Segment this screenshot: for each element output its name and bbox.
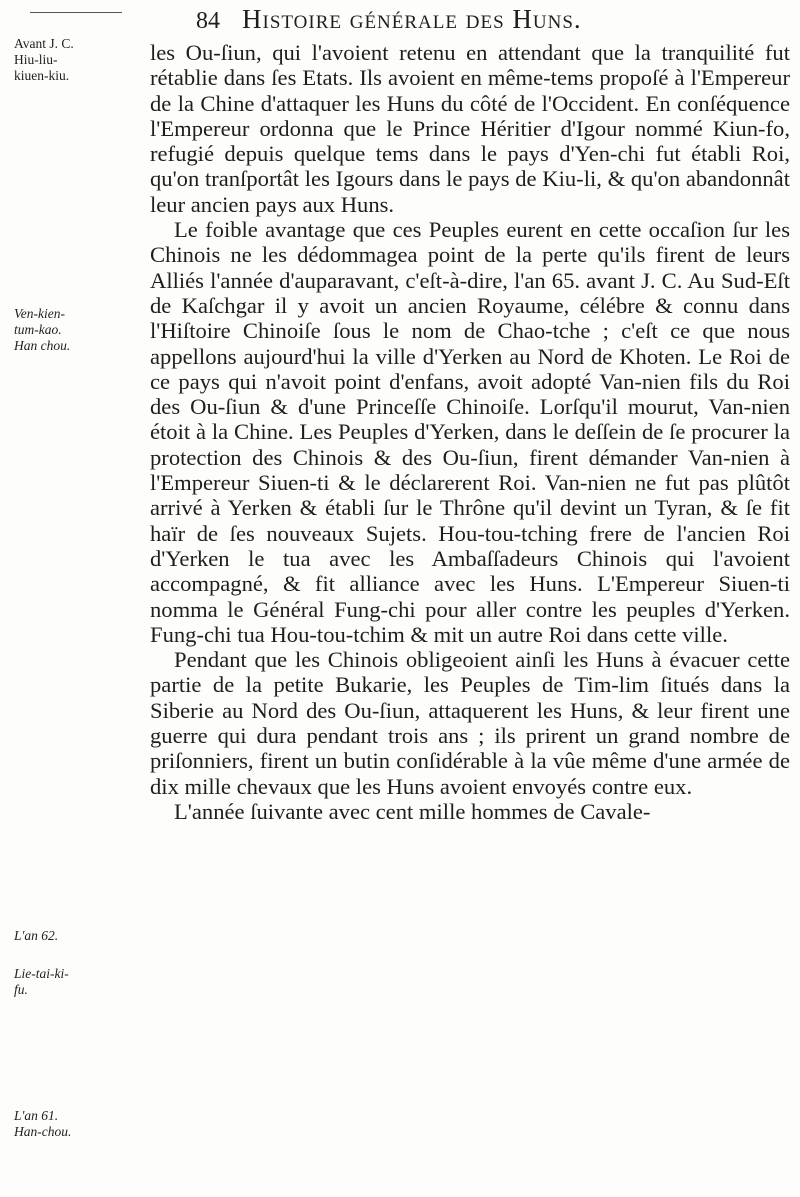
page-number: 84 [196, 8, 220, 34]
margin-note-year-62 [14, 928, 132, 998]
paragraph: les Ou-ſiun, qui l'avoient retenu en attendant que la tranquilité fut rétablie dans ſes Etats. Ils avoient en même-tems propoſé à l'Empereur de la Chine d'attaquer les Huns du côté de l'Occident. En conſéquence l'Empereur ordonna que le Prince Héritier d'Igour nommé Kiun-fo, refugié depuis quelque tems dans le pays d'Yen-chi fut établi Roi, qu'on tranſportât les Igours dans le pays de Kiu-li, & qu'on abandonnât leur ancien pays aux Huns. [150, 40, 790, 217]
page-header [196, 4, 582, 38]
paragraph: L'année ſuivante avec cent mille hommes de Cavale- [174, 798, 651, 824]
margin-note-source [14, 306, 132, 354]
margin-note-line: tum-kao. [14, 322, 62, 337]
margin-note-line: Han chou. [14, 338, 71, 353]
margin-note-line: Han-chou. [14, 1124, 72, 1139]
margin-note-line: Avant J. C. [14, 36, 74, 51]
margin-note-line: Lie-tai-ki- [14, 966, 69, 981]
body-text [150, 40, 790, 824]
margin-note-line: kiuen-kiu. [14, 68, 70, 83]
paragraph: Pendant que les Chinois obligeoient ainſi les Huns à évacuer cette partie de la petite Bukarie, les Peuples de Tim-lim ſitués dans la Siberie au Nord des Ou-ſiun, attaquerent les Huns, & leur firent une guerre qui dura pendant trois ans ; ils prirent un grand nombre de priſonniers, firent un butin conſidérable à la vûe même d'une armée de dix mille chevaux que les Huns avoient envoyés contre eux. [150, 647, 790, 799]
margin-note-line: Hiu-liu- [14, 52, 58, 67]
margin-rule [30, 12, 122, 13]
margin-note-line: fu. [14, 982, 28, 997]
margin-note-date [14, 36, 132, 84]
margin-note-year-61 [14, 1108, 132, 1140]
margin-note-line: L'an 62. [14, 928, 59, 943]
margin-note-line: Ven-kien- [14, 306, 65, 321]
margin-note-line: L'an 61. [14, 1108, 59, 1123]
running-title: Histoire générale des Huns. [242, 4, 582, 34]
paragraph: Le foible avantage que ces Peuples eurent en cette occaſion ſur les Chinois ne les dédommagea point de la perte qu'ils firent de leurs Alliés l'année d'auparavant, c'eſt-à-dire, l'an 65. avant J. C. Au Sud-Eſt de Kaſchgar il y avoit un ancien Royaume, célébre & connu dans l'Hiſtoire Chinoiſe ſous le nom de Chao-tche ; c'eſt ce que nous appellons aujourd'hui la ville d'Yerken au Nord de Khoten. Le Roi de ce pays qui n'avoit point d'enfans, avoit adopté Van-nien fils du Roi des Ou-ſiun & d'une Princeſſe Chinoiſe. Lorſqu'il mourut, Van-nien étoit à la Chine. Les Peuples d'Yerken, dans le deſſein de ſe procurer la protection des Chinois & des Ou-ſiun, firent démander Van-nien à l'Empereur Siuen-ti & le déclarerent Roi. Van-nien ne fut pas plûtôt arrivé à Yerken & établi ſur le Thrône qu'il devint un Tyran, & ſe fit haïr de ſes nouveaux Sujets. Hou-tou-tching frere de l'ancien Roi d'Yerken le tua avec les Ambaſſadeurs Chinois qui l'avoient accompagné, & fit alliance avec les Huns. L'Empereur Siuen-ti nomma le Général Fung-chi pour aller contre les peuples d'Yerken. Fung-chi tua Hou-tou-tchim & mit un autre Roi dans cette ville. [150, 217, 790, 647]
